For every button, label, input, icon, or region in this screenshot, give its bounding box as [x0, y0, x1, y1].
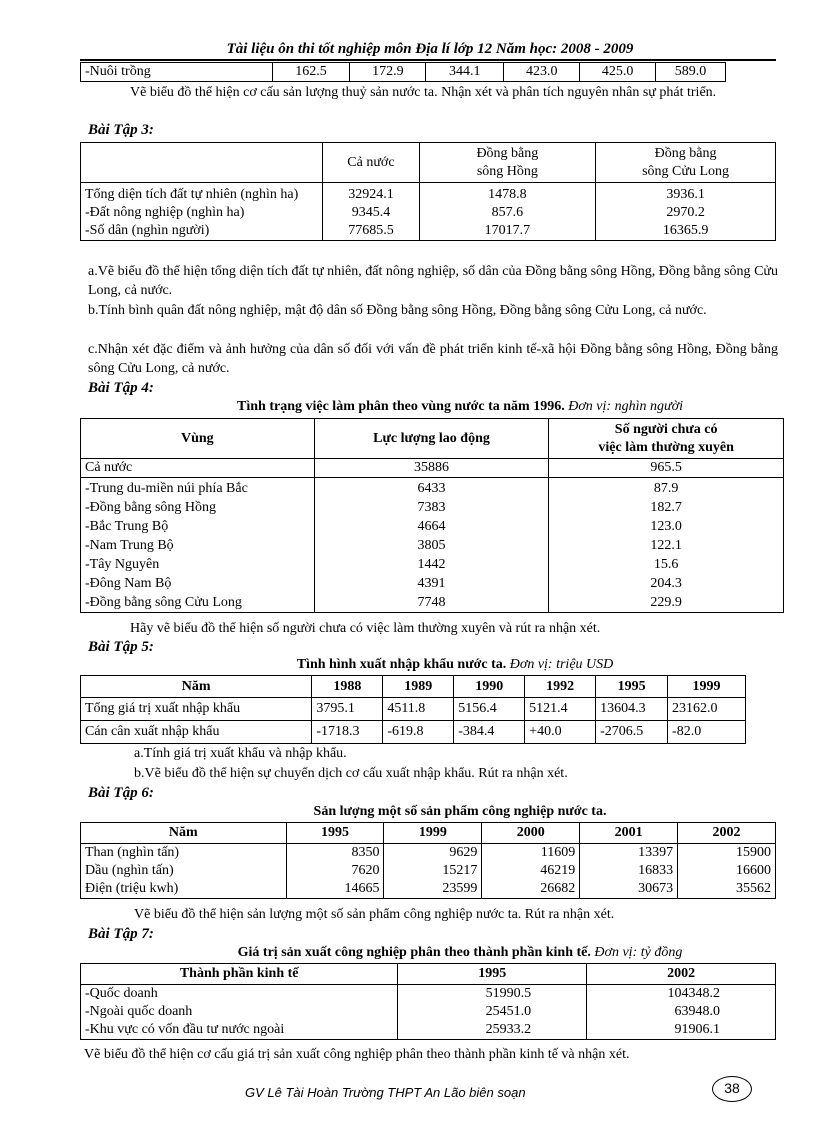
table-cell: 3805 [314, 536, 549, 555]
table-header-cell: 1990 [454, 676, 525, 698]
ex4-table [80, 418, 784, 613]
ex4-table-title [140, 398, 780, 416]
table-header-cell: 1999 [384, 823, 482, 844]
table-cell: 13604.3 [596, 698, 668, 721]
table-header-cell: 1989 [383, 676, 454, 698]
table-cell: 423.0 [504, 63, 580, 82]
unit-label: Đơn vị: nghìn người [568, 399, 683, 414]
table-cell: 6433 [314, 478, 549, 499]
ex4-title: Bài Tập 4: [88, 380, 154, 396]
table-header-cell [596, 143, 776, 183]
table-cell: 26682 [482, 880, 580, 899]
table-cell: -Tây Nguyên [81, 555, 315, 574]
ex5-table-title [230, 656, 680, 674]
table-header-row [81, 964, 776, 985]
table-row [81, 183, 776, 205]
table-header-cell: 2000 [482, 823, 580, 844]
table-row [81, 985, 776, 1004]
header-line: Số người chưa có [614, 421, 718, 437]
table-cell: 1442 [314, 555, 549, 574]
table-header-cell: 1995 [596, 676, 668, 698]
table-cell: 77685.5 [323, 222, 419, 241]
table-cell: +40.0 [525, 721, 596, 744]
table-cell: 15900 [678, 844, 776, 863]
table-cell: 16600 [678, 862, 776, 880]
table-header-cell: Lực lượng lao động [314, 419, 549, 459]
table-cell: 51990.5 [398, 985, 587, 1004]
table-cell: 25451.0 [398, 1003, 587, 1021]
ex5-task-b: b.Vẽ biểu đồ thể hiện sự chuyển dịch cơ cấu xuất nhập khẩu. Rút ra nhận xét. [134, 766, 568, 781]
table-row [81, 721, 746, 744]
page-number: 38 [712, 1076, 752, 1102]
unit-label: Đơn vị: tỷ đồng [594, 945, 683, 960]
table-row [81, 459, 784, 478]
table-cell: 87.9 [549, 478, 784, 499]
ex7-task: Vẽ biểu đồ thể hiện cơ cấu giá trị sản xuất công nghiệp phân theo thành phần kinh tế và nhận xét. [84, 1047, 630, 1062]
table-cell: -Đồng bằng sông Cửu Long [81, 593, 315, 613]
header-line: Đồng bằng [654, 145, 717, 161]
ex6-table [80, 822, 776, 899]
table-cell: -1718.3 [312, 721, 383, 744]
table-cell: -Bắc Trung Bộ [81, 517, 315, 536]
table-cell: -Đồng bằng sông Hồng [81, 498, 315, 517]
table-cell: 7383 [314, 498, 549, 517]
table-header-cell: 2002 [587, 964, 776, 985]
table-cell: 182.7 [549, 498, 784, 517]
table-cell: 91906.1 [587, 1021, 776, 1040]
ex6-table-title: Sản lượng một số sản phẩm công nghiệp nước ta. [313, 804, 607, 819]
ex3-task-b: b.Tính bình quân đất nông nghiệp, mật độ dân số Đồng bằng sông Hồng, Đồng bằng sông Cửu Long, cả nước. [88, 303, 707, 318]
header-line: sông Hồng [476, 163, 538, 179]
table-cell: 7748 [314, 593, 549, 613]
table-cell: 589.0 [656, 63, 726, 82]
table-cell: Dầu (nghìn tấn) [81, 862, 287, 880]
table-cell: 14665 [286, 880, 384, 899]
table-header-row [81, 823, 776, 844]
ex3-task-a: a.Vẽ biểu đồ thể hiện tổng diện tích đất tự nhiên, đất nông nghiệp, số dân của Đồng bằng sông Hồng, Đồng bằng sông Cửu Long, cả nước. [88, 264, 778, 298]
table-cell: 2970.2 [596, 204, 776, 222]
ex2-task: Vẽ biểu đồ thể hiện cơ cấu sản lượng thuỷ sản nước ta. Nhận xét và phân tích nguyên nhân sự phát triển. [130, 85, 717, 100]
table-cell: -2706.5 [596, 721, 668, 744]
table-header-row [81, 143, 776, 183]
table-cell: 9345.4 [323, 204, 419, 222]
table-cell: 11609 [482, 844, 580, 863]
table-cell: -82.0 [668, 721, 746, 744]
table-cell: 23599 [384, 880, 482, 899]
table-header-cell: 2001 [580, 823, 678, 844]
table-cell: 35886 [314, 459, 549, 478]
ex5-task-a: a.Tính giá trị xuất khẩu và nhập khẩu. [134, 746, 347, 761]
table-cell: -Nam Trung Bộ [81, 536, 315, 555]
table-header-cell: Vùng [81, 419, 315, 459]
unit-label: Đơn vị: triệu USD [509, 657, 614, 672]
table-cell: 63948.0 [587, 1003, 776, 1021]
table-header-row [81, 419, 784, 459]
table-cell: 35562 [678, 880, 776, 899]
table-cell: 162.5 [272, 63, 350, 82]
ex4-task: Hãy vẽ biểu đồ thể hiện số người chưa có việc làm thường xuyên và rút ra nhận xét. [130, 621, 601, 636]
table-row [81, 517, 784, 536]
table-row [81, 880, 776, 899]
table-cell: 172.9 [350, 63, 426, 82]
table-cell: -384.4 [454, 721, 525, 744]
header-line: sông Cửu Long [642, 163, 730, 179]
table-cell: 5156.4 [454, 698, 525, 721]
table-cell: Than (nghìn tấn) [81, 844, 287, 863]
table-cell: Tổng diện tích đất tự nhiên (nghìn ha) [81, 183, 323, 205]
table-row [81, 593, 784, 613]
table-cell: Tổng giá trị xuất nhập khẩu [81, 698, 312, 721]
table-row [81, 698, 746, 721]
table-caption: Giá trị sản xuất công nghiệp phân theo thành phần kinh tế. [237, 945, 591, 960]
ex5-table [80, 675, 746, 744]
table-row [81, 844, 776, 863]
header-line: việc làm thường xuyên [598, 439, 734, 455]
table-row [81, 555, 784, 574]
ex6-title: Bài Tập 6: [88, 785, 154, 801]
header-rule [80, 59, 776, 61]
table-cell: -Đông Nam Bộ [81, 574, 315, 593]
table-cell: 857.6 [419, 204, 596, 222]
table-cell: 344.1 [426, 63, 504, 82]
table-row [81, 204, 776, 222]
ex7-table [80, 963, 776, 1040]
table-cell: Điện (triệu kwh) [81, 880, 287, 899]
fishery-table-continued [80, 62, 726, 82]
ex6-task: Vẽ biểu đồ thể hiện sản lượng một số sản phẩm công nghiệp nước ta. Rút ra nhận xét. [134, 907, 615, 922]
table-row [81, 222, 776, 241]
table-cell: 25933.2 [398, 1021, 587, 1040]
table-cell: -Nuôi trồng [81, 63, 273, 82]
table-cell: 229.9 [549, 593, 784, 613]
table-row [81, 63, 726, 82]
table-cell: 965.5 [549, 459, 784, 478]
table-cell: 46219 [482, 862, 580, 880]
table-header-row [81, 676, 746, 698]
table-caption: Tình hình xuất nhập khẩu nước ta. [296, 657, 507, 672]
table-caption: Tình trạng việc làm phân theo vùng nước ta năm 1996. [237, 399, 565, 414]
table-cell: 9629 [384, 844, 482, 863]
table-cell: -Quốc doanh [81, 985, 398, 1004]
table-row [81, 478, 784, 499]
table-header-cell [549, 419, 784, 459]
table-cell: 204.3 [549, 574, 784, 593]
table-row [81, 1003, 776, 1021]
table-row [81, 574, 784, 593]
ex3-title: Bài Tập 3: [88, 122, 154, 138]
table-cell: Cả nước [81, 459, 315, 478]
table-cell: Cán cân xuất nhập khẩu [81, 721, 312, 744]
table-cell: 123.0 [549, 517, 784, 536]
table-cell: 13397 [580, 844, 678, 863]
ex7-title: Bài Tập 7: [88, 926, 154, 942]
table-header-cell: 1995 [286, 823, 384, 844]
table-cell: -619.8 [383, 721, 454, 744]
table-row [81, 536, 784, 555]
table-cell: 104348.2 [587, 985, 776, 1004]
table-cell: 4391 [314, 574, 549, 593]
table-cell: 425.0 [580, 63, 656, 82]
ex3-task-c: c.Nhận xét đặc điểm và ảnh hưởng của dân số đối với vấn đề phát triển kinh tế-xã hội Đồng bằng sông Hồng, Đồng bằng sông Cửu Long, cả nước. [88, 342, 778, 376]
table-cell: 3795.1 [312, 698, 383, 721]
table-header-cell: 2002 [678, 823, 776, 844]
table-header-cell: Cả nước [323, 143, 419, 183]
table-cell: 15.6 [549, 555, 784, 574]
table-row [81, 498, 784, 517]
table-header-cell: Năm [81, 823, 287, 844]
header-line: Đồng bằng [476, 145, 539, 161]
table-cell: 17017.7 [419, 222, 596, 241]
table-cell: 4664 [314, 517, 549, 536]
page-footer: GV Lê Tài Hoàn Trường THPT An Lão biên soạn [245, 1085, 526, 1100]
table-cell: -Số dân (nghìn người) [81, 222, 323, 241]
table-header-cell: 1995 [398, 964, 587, 985]
table-cell: 7620 [286, 862, 384, 880]
ex3-table [80, 142, 776, 241]
table-cell: -Trung du-miền núi phía Bắc [81, 478, 315, 499]
table-header-cell [419, 143, 596, 183]
table-row [81, 862, 776, 880]
table-cell: -Khu vực có vốn đầu tư nước ngoài [81, 1021, 398, 1040]
table-cell: 122.1 [549, 536, 784, 555]
table-header-cell: 1988 [312, 676, 383, 698]
ex7-table-title [160, 944, 760, 962]
table-cell: 16833 [580, 862, 678, 880]
table-cell: 1478.8 [419, 183, 596, 205]
table-header-cell: Thành phần kinh tế [81, 964, 398, 985]
table-header-cell: 1999 [668, 676, 746, 698]
table-cell: 8350 [286, 844, 384, 863]
ex5-title: Bài Tập 5: [88, 639, 154, 655]
table-header-cell: Năm [81, 676, 312, 698]
table-cell: 4511.8 [383, 698, 454, 721]
table-cell: 32924.1 [323, 183, 419, 205]
table-row [81, 1021, 776, 1040]
page-header: Tài liệu ôn thi tốt nghiệp môn Địa lí lớp 12 Năm học: 2008 - 2009 [226, 41, 634, 57]
table-cell: 23162.0 [668, 698, 746, 721]
table-cell: -Ngoài quốc doanh [81, 1003, 398, 1021]
table-cell: -Đất nông nghiệp (nghìn ha) [81, 204, 323, 222]
table-cell: 5121.4 [525, 698, 596, 721]
table-cell: 3936.1 [596, 183, 776, 205]
table-header-cell: 1992 [525, 676, 596, 698]
table-cell: 15217 [384, 862, 482, 880]
table-header-cell [81, 143, 323, 183]
table-cell: 16365.9 [596, 222, 776, 241]
table-cell: 30673 [580, 880, 678, 899]
